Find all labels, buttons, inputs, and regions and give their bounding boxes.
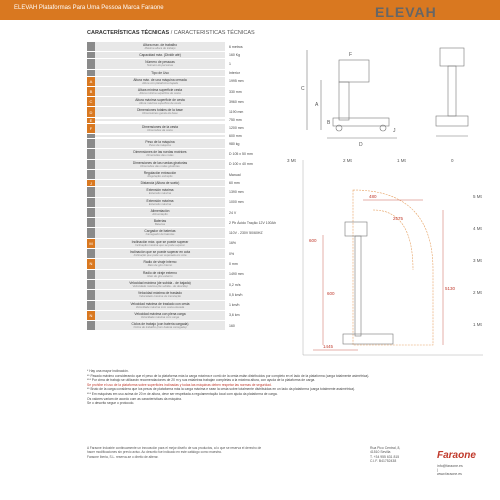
spec-row bbox=[87, 59, 283, 69]
spec-letter bbox=[87, 301, 95, 310]
spec-letter bbox=[87, 134, 95, 138]
spec-label bbox=[95, 180, 225, 186]
spec-letter: N bbox=[87, 311, 95, 320]
spec-label-sub: Carregador de baterias bbox=[145, 232, 175, 237]
spec-value: 24 V bbox=[229, 210, 237, 215]
spec-row bbox=[87, 228, 283, 238]
measure-600-b: 600 bbox=[327, 291, 335, 296]
footer-address bbox=[370, 446, 400, 464]
spec-row bbox=[87, 77, 283, 87]
spec-label-sub: Baterias bbox=[154, 222, 166, 227]
spec-row bbox=[87, 107, 283, 117]
spec-label-main: Dimensiones de la cesta bbox=[142, 124, 178, 129]
spec-label bbox=[95, 218, 225, 227]
spec-letter bbox=[87, 208, 95, 217]
spec-value: Manual bbox=[229, 172, 241, 177]
spec-value: 2 Pb Ácido Tração 12V 100Ah bbox=[229, 220, 276, 225]
spec-label-main: Velocidad máxima (de subida - de bajada) bbox=[129, 280, 191, 285]
faraone-logo: Faraone bbox=[437, 450, 476, 461]
spec-label-sub: Dimensões das rodas bbox=[146, 153, 174, 158]
addr-line-4: C.I.F. B41752438 bbox=[370, 459, 397, 464]
spec-label-sub: Velocidade máxima com cesta elevada bbox=[135, 304, 185, 309]
spec-label bbox=[95, 187, 225, 196]
spec-value: 1190 mm bbox=[229, 110, 244, 115]
spec-row bbox=[87, 149, 283, 159]
spec-value: 980 kg bbox=[229, 141, 240, 146]
spec-letter bbox=[87, 52, 95, 58]
left-dim-1: 4 Mt bbox=[473, 226, 482, 231]
spec-value: D 100 x 40 mm bbox=[229, 162, 253, 167]
spec-value: 1490 mm bbox=[229, 272, 244, 277]
spec-label-main: Radio de viraje externo bbox=[143, 270, 177, 275]
spec-label bbox=[95, 135, 225, 137]
spec-label-sub: Raio de giro interno bbox=[147, 263, 173, 268]
spec-label-main: Distancia (Altura de suelo) bbox=[140, 181, 180, 186]
label-c: C bbox=[301, 86, 305, 92]
spec-row bbox=[87, 280, 283, 290]
spec-label-main: Extensión máxima bbox=[146, 188, 174, 193]
spec-value: 0 mm bbox=[229, 261, 238, 266]
spec-label bbox=[95, 228, 225, 237]
spec-label-main: Inclinación que se puede superar en cota bbox=[129, 250, 191, 255]
spec-value: 60 mm bbox=[229, 181, 240, 186]
spec-label-sub: Alimentação bbox=[152, 211, 168, 216]
spec-value: 110V - 230V 50/60HZ bbox=[229, 231, 263, 236]
note-3: *** Por cima de trabajo se utilizarán recomendaciones de 20 m y sus estaleiras trabajan completas a la máxima altura, con ayuda de la plataforma de carga. bbox=[87, 378, 316, 383]
spec-label bbox=[95, 119, 225, 121]
spec-row bbox=[87, 42, 283, 52]
spec-value: 0,2 m/s bbox=[229, 282, 241, 287]
measure-2575: 2575 bbox=[393, 216, 404, 221]
spec-label bbox=[95, 139, 225, 148]
label-j: J bbox=[393, 128, 396, 134]
mast-side bbox=[339, 82, 349, 120]
spec-label bbox=[95, 52, 225, 58]
label-b: B bbox=[327, 120, 331, 126]
spec-row bbox=[87, 180, 283, 187]
addr-line-2: 41510 Sevilla bbox=[370, 450, 391, 455]
spec-label bbox=[95, 290, 225, 299]
addr-line-1: Rua Pico Central, 8, bbox=[370, 446, 401, 450]
spec-label bbox=[95, 70, 225, 76]
spec-letter bbox=[87, 59, 95, 68]
spec-value: 330 mm bbox=[229, 89, 242, 94]
section-title-bold: CARACTERÍSTICAS TÉCNICAS bbox=[87, 30, 170, 36]
note-4: ** Bruto de la carga considera que los pesos de plataforma más la carga máxima e sean la cesta sobre totalmente distribuidas en un lado da plataforma (carga totalmente assimétrica). bbox=[87, 387, 356, 392]
base-envelope bbox=[343, 334, 393, 344]
spec-label-main: Radio de viraje interno bbox=[143, 260, 177, 265]
spec-letter bbox=[87, 170, 95, 179]
spec-value: Interior bbox=[229, 70, 240, 75]
spec-label-main: Alimentación bbox=[150, 208, 170, 213]
measure-1445: 1445 bbox=[323, 344, 334, 349]
spec-label-sub: Extensão máxima bbox=[148, 201, 172, 206]
spec-label-main: Cargador de baterías bbox=[144, 229, 176, 234]
spec-label-sub: Inclinação máxima que se pode superar bbox=[135, 242, 185, 247]
spec-label-main: Velocidad máxima con plena carga bbox=[134, 311, 186, 316]
spec-label bbox=[95, 208, 225, 217]
spec-label bbox=[95, 77, 225, 86]
working-envelope-diagram bbox=[283, 150, 493, 365]
spec-value: 0,5 km/h bbox=[229, 292, 243, 297]
footer-text-2: Faraone Iberia, S.L. reserva-se o direito de alterar. bbox=[87, 454, 159, 459]
spec-label-main: Extensión máxima bbox=[146, 198, 174, 203]
mast-envelope bbox=[355, 236, 361, 336]
spec-letter bbox=[87, 198, 95, 207]
spec-value: 1 bbox=[229, 61, 231, 66]
spec-label bbox=[95, 170, 225, 179]
spec-value: 750 mm bbox=[229, 118, 242, 123]
spec-label-main: Altura máx. de una máquina cerrada bbox=[133, 77, 187, 82]
spec-value: 1390 mm bbox=[229, 189, 244, 194]
spec-letter bbox=[87, 149, 95, 158]
spec-row bbox=[87, 139, 283, 149]
spec-row bbox=[87, 124, 283, 134]
spec-label-sub: Velocidade máxima com carga bbox=[140, 314, 180, 319]
spec-row bbox=[87, 87, 283, 97]
spec-label-sub: Inclinação que pode ser superada em cota bbox=[133, 253, 187, 258]
spec-row bbox=[87, 70, 283, 77]
spec-label bbox=[95, 301, 225, 310]
measure-600-a: 600 bbox=[309, 238, 317, 243]
spec-letter: F bbox=[87, 124, 95, 133]
spec-label-sub: Altura mínima superficie de cesta bbox=[139, 90, 181, 95]
spec-letter bbox=[87, 290, 95, 299]
spec-letter: A bbox=[87, 77, 95, 86]
spec-label-main: Regulación extracción bbox=[143, 170, 177, 175]
spec-row bbox=[87, 290, 283, 300]
spec-row bbox=[87, 187, 283, 197]
spec-label bbox=[95, 124, 225, 133]
spec-value: 1995 mm bbox=[229, 79, 244, 84]
spec-value: D 105 x 50 mm bbox=[229, 152, 253, 157]
spec-label-main: Peso de la máquina bbox=[145, 140, 175, 145]
label-f: F bbox=[349, 52, 353, 58]
spec-label bbox=[95, 160, 225, 169]
base-front bbox=[436, 116, 468, 126]
spec-label-main: Velocidad máxima de traslado bbox=[138, 291, 182, 296]
basket-envelope bbox=[345, 222, 367, 236]
footer bbox=[87, 446, 476, 476]
spec-label bbox=[95, 59, 225, 68]
spec-value: 1 km/h bbox=[229, 303, 240, 308]
basket-side bbox=[339, 60, 369, 82]
spec-row bbox=[87, 97, 283, 107]
front-view-diagram bbox=[420, 40, 490, 150]
spec-row bbox=[87, 218, 283, 228]
measure-5130: 5130 bbox=[445, 286, 456, 291]
spec-table bbox=[87, 42, 283, 331]
spec-label-sub: Velocidade máxima (de subida - de descida) bbox=[132, 283, 188, 288]
footer-text-1: A Faraone Industrie continuamente un innovación para el mejor diseño de sus productos, a lo que se reserva el derecho de hacer modificaciones sin previo aviso. Ao descrito fue indicado en este catálogo como muestra. bbox=[87, 446, 262, 455]
spec-row bbox=[87, 249, 283, 259]
spec-row bbox=[87, 270, 283, 280]
spec-label-sub: Ciclos de trabalho (com bateria carregada) bbox=[133, 325, 187, 330]
spec-row bbox=[87, 311, 283, 321]
measure-480: 480 bbox=[369, 194, 377, 199]
spec-label-main: Tipo de Uso bbox=[151, 70, 169, 75]
section-title bbox=[87, 30, 255, 36]
spec-value: 160 bbox=[229, 323, 235, 328]
spec-letter bbox=[87, 270, 95, 279]
note-red: Se prohíbe el uso de la plataforma sobre superficies inclinadas y todas las máquinas deben respetar las normas de seguridad. bbox=[87, 382, 272, 387]
elevah-logo: ELEVAH bbox=[375, 4, 437, 20]
spec-label-main: Capacidad máx. (Dividir até) bbox=[139, 53, 181, 58]
footer-disclaimer bbox=[87, 446, 267, 459]
spec-row bbox=[87, 301, 283, 311]
spec-letter bbox=[87, 139, 95, 148]
spec-label bbox=[95, 97, 225, 106]
base-side bbox=[333, 118, 389, 126]
spec-label-main: Velocidad máxima de traslado con cesta bbox=[130, 301, 190, 306]
spec-label-main: Baterías bbox=[153, 219, 167, 224]
spec-label-main: Inclinación máx. que se puede superar bbox=[131, 239, 189, 244]
spec-value: 0% bbox=[229, 251, 235, 256]
spec-row bbox=[87, 208, 283, 218]
spec-label-sub: Máxima altura de trabajo bbox=[144, 46, 176, 50]
spec-letter: D bbox=[87, 107, 95, 116]
spec-value: 6 metros bbox=[229, 44, 243, 49]
spec-label bbox=[95, 149, 225, 158]
spec-label-sub: Altura con plataforma bajada bbox=[142, 80, 178, 85]
spec-letter: J bbox=[87, 180, 95, 186]
spec-letter: E bbox=[87, 118, 95, 123]
envelope-outline bbox=[353, 190, 433, 345]
top-dim-1: 2 Mt bbox=[343, 158, 352, 163]
spec-label bbox=[95, 42, 225, 51]
spec-label bbox=[95, 198, 225, 207]
spec-letter: M bbox=[87, 239, 95, 248]
spec-row bbox=[87, 321, 283, 331]
spec-label bbox=[95, 259, 225, 268]
spec-row bbox=[87, 170, 283, 180]
spec-value: 3960 mm bbox=[229, 99, 244, 104]
note-7: Se o descrito segue o protocolo. bbox=[87, 401, 135, 406]
spec-label-sub: Regulação extração bbox=[147, 173, 173, 178]
footnotes bbox=[87, 369, 417, 406]
spec-letter: B bbox=[87, 87, 95, 96]
left-dim-3: 2 Mt bbox=[473, 290, 482, 295]
spec-label bbox=[95, 107, 225, 116]
note-1: * Hay una mayor inclinación. bbox=[87, 369, 129, 373]
spec-label-main: Altura máxima superficie de cesta bbox=[135, 98, 185, 103]
spec-label-main: Ciclos de trabajo (con batería cargada) bbox=[131, 322, 189, 327]
top-dim-2: 1 Mt bbox=[397, 158, 406, 163]
spec-row bbox=[87, 160, 283, 170]
note-5: *** Em máquinas em uso acima de 20 m de altura, deve ser respeitada a regulamentação local com ajuda da plataforma de carga. bbox=[87, 391, 278, 396]
spec-label-main: Dimensiones de las ruedas giratorias bbox=[132, 160, 188, 165]
spec-value: 16% bbox=[229, 241, 237, 246]
spec-label-main: Altura mínima superficie cesta bbox=[137, 87, 183, 92]
spec-label-main: Dimensiones totales de la base bbox=[137, 108, 183, 113]
spec-label bbox=[95, 239, 225, 248]
section-title-rest: / CARACTERISTICAS TÉCNICAS bbox=[169, 30, 255, 36]
spec-label-sub: Altura máxima superficie de cesta bbox=[139, 101, 181, 106]
left-dim-2: 3 Mt bbox=[473, 258, 482, 263]
spec-value: 3,6 km bbox=[229, 313, 240, 318]
spec-label-main: Altura max. de trabalho bbox=[142, 43, 178, 47]
spec-label bbox=[95, 249, 225, 258]
spec-letter bbox=[87, 160, 95, 169]
spec-value: 600 mm bbox=[229, 134, 242, 139]
spec-label-sub: Dimensões da cesta bbox=[147, 127, 173, 132]
spec-label-sub: Dimensiones gerais da base bbox=[142, 111, 178, 116]
spec-letter bbox=[87, 280, 95, 289]
spec-letter bbox=[87, 228, 95, 237]
spec-label bbox=[95, 280, 225, 289]
note-6: Os valores variam de acordo com as características da máquina. bbox=[87, 396, 182, 401]
spec-value: 1200 mm bbox=[229, 126, 244, 131]
top-dim-0: 3 Mt bbox=[287, 158, 296, 163]
spec-label-sub: Velocidade máxima de translação bbox=[139, 294, 181, 299]
spec-label-sub: Número de personas bbox=[146, 63, 174, 68]
spec-label-sub: Extensão máxima bbox=[148, 191, 172, 196]
spec-letter: N bbox=[87, 259, 95, 268]
spec-row bbox=[87, 259, 283, 269]
addr-line-3: T. +34 955 631 815 bbox=[370, 454, 400, 459]
spec-label-main: Número de pessoas bbox=[145, 60, 175, 65]
note-2: ** Pasado máximo considerando que el peso de la plataforma más la carga máxima e corrió de la cesta están distribuidos por completo en el lado de la plataforma (carga totalmente asimétrica). bbox=[87, 373, 370, 378]
spec-row bbox=[87, 239, 283, 249]
spec-row bbox=[87, 52, 283, 59]
spec-value: 160 Kg bbox=[229, 53, 241, 58]
spec-letter bbox=[87, 42, 95, 51]
spec-letter bbox=[87, 321, 95, 330]
spec-label bbox=[95, 321, 225, 330]
spec-value: 1000 mm bbox=[229, 200, 244, 205]
spec-label bbox=[95, 87, 225, 96]
basket-front bbox=[440, 48, 464, 66]
spec-row bbox=[87, 198, 283, 208]
spec-label-sub: Dimensões das rodas giratórias bbox=[140, 163, 180, 168]
label-a: A bbox=[315, 102, 319, 108]
spec-label bbox=[95, 311, 225, 320]
spec-letter bbox=[87, 70, 95, 76]
spec-letter bbox=[87, 187, 95, 196]
spec-label bbox=[95, 270, 225, 279]
top-dim-3: 0 bbox=[451, 158, 454, 163]
left-dim-4: 1 Mt bbox=[473, 322, 482, 327]
spec-label-sub: Raio de giro externo bbox=[147, 273, 173, 278]
footer-web-link[interactable]: info@faraone.es | www.faraone.es bbox=[437, 464, 463, 476]
label-d: D bbox=[359, 142, 363, 148]
spec-letter bbox=[87, 249, 95, 258]
mast-front bbox=[448, 66, 456, 116]
spec-letter bbox=[87, 218, 95, 227]
spec-letter: C bbox=[87, 97, 95, 106]
spec-label-main: Dimensiones de las ruedas motrices bbox=[133, 150, 187, 155]
left-dim-0: 5 Mt bbox=[473, 194, 482, 199]
spec-label-sub: Peso da máquina bbox=[149, 143, 171, 148]
header-text: ELEVAH Plataformas Para Uma Pessoa Marca Faraone bbox=[14, 5, 164, 11]
